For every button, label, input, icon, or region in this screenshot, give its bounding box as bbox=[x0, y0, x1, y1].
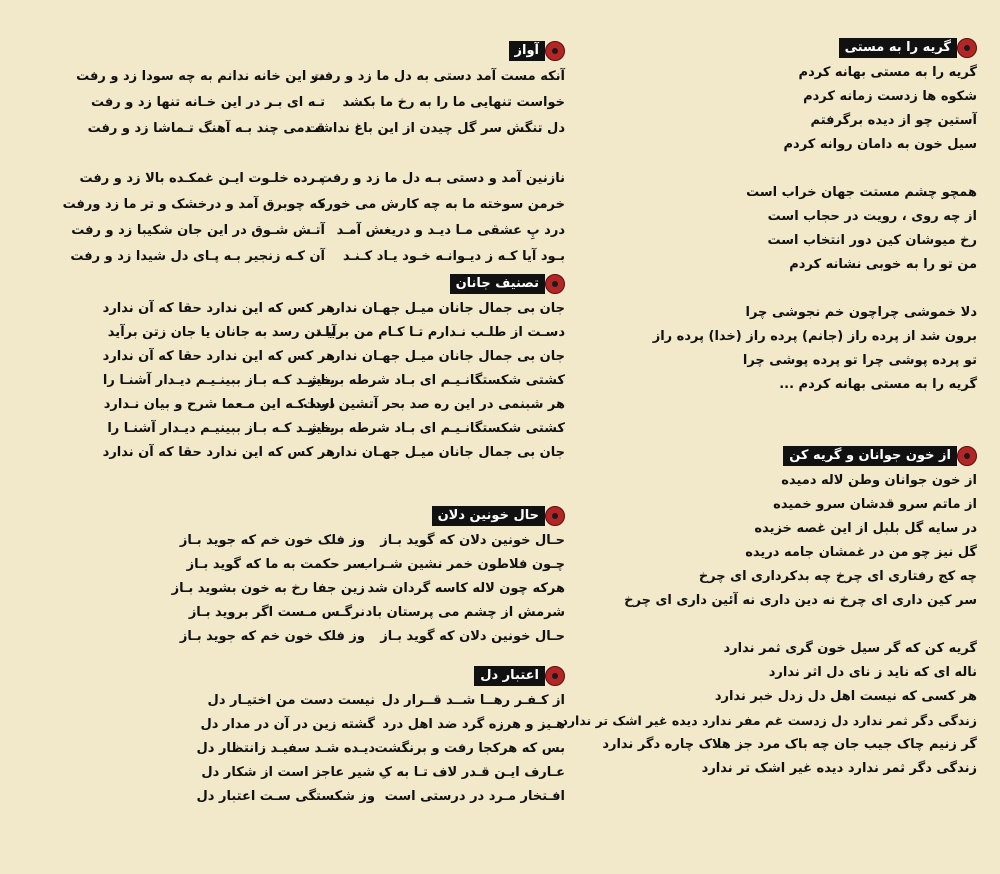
verse-line bbox=[172, 553, 565, 577]
verse-line: هر کسی که نیست اهل دل زدل خبر ندارد bbox=[714, 689, 977, 704]
hemistich-1: هرکه چون لاله کاسه گردان شد bbox=[367, 581, 565, 596]
rose-badge-icon bbox=[545, 41, 565, 61]
poem-title-text: تصنیف جانان bbox=[450, 274, 545, 294]
verse-line bbox=[172, 529, 565, 553]
verse-line: شکوه ها زدست زمانه کردم bbox=[803, 89, 977, 104]
hemistich-1: نازنین آمد و دستی بـه دل ما زد و رفت bbox=[319, 171, 565, 186]
verse-line: گریه کن که گر سیل خون گری ثمر ندارد bbox=[723, 641, 977, 656]
poem-title-text: گریه را به مستی bbox=[839, 38, 957, 58]
verse-line: از چه روی ، رویت در حجاب است bbox=[767, 209, 977, 224]
hemistich-1: از کـفـر رهــا شــد قــرار دل bbox=[381, 693, 565, 708]
hemistich-1: جان بی جمال جانان میـل جهـان ندارد bbox=[326, 349, 565, 364]
hemistich-1: خواست تنهایی ما را به رخ ما بکشد bbox=[342, 95, 565, 110]
hemistich-2: هر کس که این ندارد حقا که آن ندارد bbox=[102, 301, 335, 316]
hemistich-2: وز فلک خون خم که جوید بـاز bbox=[179, 629, 365, 644]
poem-title bbox=[653, 37, 977, 59]
verse-line bbox=[103, 345, 565, 369]
verse-line bbox=[172, 577, 565, 601]
verse-line: گر زنیم چاک جیب جان چه باک مرد جز هلاک چاره دگر ندارد bbox=[602, 737, 977, 752]
hemistich-2: تـه ای بـر در این خـانه تنها زد و رفت bbox=[90, 95, 325, 110]
verse-line: همچو چشم مستت جهان خراب است bbox=[746, 185, 977, 200]
hemistich-2: نیست دست من اختیـار دل bbox=[207, 693, 375, 708]
poem-etebar bbox=[196, 665, 565, 809]
hemistich-2: در این خانه ندانم به چه سودا زد و رفت bbox=[76, 69, 325, 84]
hemistich-2: یا تن رسد به جانان یا جان زتن برآید bbox=[107, 325, 335, 340]
poem-title bbox=[103, 273, 565, 295]
verse-line bbox=[196, 785, 565, 809]
verse-line bbox=[172, 601, 565, 625]
hemistich-1: کشتی شکستگانـیـم ای بـاد شرطه برخیز bbox=[308, 373, 565, 388]
verse-line: گریه را به مستی بهانه کردم ... bbox=[779, 377, 977, 392]
poem-tasnif bbox=[103, 273, 565, 465]
poem-title bbox=[561, 445, 977, 467]
hemistich-2: آن کـه زنجیر بـه پـای دل شیدا زد و رفت bbox=[70, 249, 325, 264]
verse-line bbox=[103, 441, 565, 465]
hemistich-2: شیر عاجز است از شکار دل bbox=[201, 765, 375, 780]
verse-line: من تو را به خوبی نشانه کردم bbox=[789, 257, 977, 272]
verse-line: دلا خموشی چراچون خم نجوشی چرا bbox=[745, 305, 977, 320]
poem-title-text: آواز bbox=[509, 41, 545, 61]
verse-line: در سایه گل بلبل از این غصه خزیده bbox=[754, 521, 977, 536]
hemistich-1: کشتی شکستگانـیـم ای بـاد شرطه برخیز bbox=[308, 421, 565, 436]
verse-line: چه کج رفتاری ای چرخ چه بدکرداری ای چرخ bbox=[698, 569, 977, 584]
verse-line bbox=[63, 166, 565, 192]
verse-line bbox=[103, 321, 565, 345]
verse-line bbox=[196, 689, 565, 713]
verse-line bbox=[196, 761, 565, 785]
hemistich-1: افـتخار مـرد در درستی است bbox=[384, 789, 565, 804]
verse-line bbox=[63, 90, 565, 116]
verse-line bbox=[103, 417, 565, 441]
hemistich-2: هر کس که این ندارد حقا که آن ندارد bbox=[102, 445, 335, 460]
hemistich-2: وز شکستگی سـت اعتبار دل bbox=[196, 789, 375, 804]
poem-title-text: حال خونین دلان bbox=[432, 506, 545, 526]
poem-avaz bbox=[63, 40, 565, 270]
verse-line: رخ میوشان کین دور انتخاب است bbox=[767, 233, 977, 248]
hemistich-1: بس که هرکجا رفت و برنگشت bbox=[374, 741, 565, 756]
rose-badge-icon bbox=[545, 274, 565, 294]
verse-line: گل نیز چو من در غمشان جامه دریده bbox=[745, 545, 977, 560]
verse-line: از خون جوانان وطن لاله دمیده bbox=[781, 473, 977, 488]
verse-line: آستین چو از دیده برگرفتم bbox=[810, 113, 977, 128]
hemistich-1: حـال خونین دلان که گوید بـاز bbox=[380, 533, 565, 548]
hemistich-2: گشته زین در آن در مدار دل bbox=[200, 717, 375, 732]
verse-line: زندگی دگر ثمر ندارد دیده غیر اشک تر ندارد bbox=[701, 761, 977, 776]
verse-line bbox=[103, 369, 565, 393]
verse-line bbox=[172, 625, 565, 649]
poem-khoon bbox=[561, 445, 977, 781]
hemistich-2: بـاشـد کـه بـاز ببینیـم دیـدار آشنـا را bbox=[107, 421, 335, 436]
hemistich-2: قـدمی چند بـه آهنگ تـماشا زد و رفت bbox=[87, 121, 325, 136]
hemistich-1: هـیز و هرزه گرد ضد اهل درد bbox=[382, 717, 565, 732]
poem-title bbox=[196, 665, 565, 687]
hemistich-1: شرمش از چشم می پرستان باد bbox=[365, 605, 565, 620]
hemistich-2: آتـش شـوق در این جان شکیبا زد و رفت bbox=[71, 223, 325, 238]
hemistich-2: نرگـس مـست اگر بروید بـاز bbox=[188, 605, 365, 620]
verse-line bbox=[196, 713, 565, 737]
verse-line: زندگی دگر ثمر ندارد دل زدست غم مفر ندارد دیده غیر اشک تر ندارد bbox=[561, 713, 977, 728]
rose-badge-icon bbox=[545, 506, 565, 526]
hemistich-1: آنکه مست آمد دستی به دل ما زد و رفت bbox=[310, 69, 565, 84]
verse-line bbox=[103, 393, 565, 417]
poem-title-text: اعتبار دل bbox=[474, 666, 545, 686]
hemistich-1: حـال خونین دلان که گوید بـاز bbox=[380, 629, 565, 644]
hemistich-2: هر کس که این ندارد حقا که آن ندارد bbox=[102, 349, 335, 364]
verse-line: تو پرده پوشی چرا تو پرده پوشی چرا bbox=[742, 353, 977, 368]
hemistich-1: دل تنگش سر گل چیدن از این باغ نداشت bbox=[306, 121, 565, 136]
verse-line bbox=[63, 218, 565, 244]
verse-line: سر کین داری ای چرخ نه دین داری نه آئین داری ای چرخ bbox=[624, 593, 977, 608]
hemistich-2: دردا کـه این مـعما شرح و بیان نـدارد bbox=[103, 397, 335, 412]
hemistich-2: پـرده خلـوت ایـن غمکـده بالا زد و رفت bbox=[79, 171, 325, 186]
hemistich-1: بـود آیا کـه ز دیـوانـه خـود یـاد کـنـد bbox=[342, 249, 565, 264]
verse-line bbox=[103, 297, 565, 321]
verse-line bbox=[63, 192, 565, 218]
hemistich-1: چـون فلاطون خمر نشین شـراب bbox=[359, 557, 565, 572]
rose-badge-icon bbox=[957, 38, 977, 58]
hemistich-1: هر شبنمی در این ره صد بحر آتشین است bbox=[303, 397, 565, 412]
verse-line: ناله ای که ناید ز نای دل اثر ندارد bbox=[768, 665, 977, 680]
hemistich-2: سر حکمت به ما که گوید بـاز bbox=[186, 557, 365, 572]
verse-line bbox=[63, 244, 565, 270]
hemistich-2: زین جفا رخ به خون بشوید بـاز bbox=[171, 581, 365, 596]
hemistich-2: دیـده شـد سفیـد زانتظار دل bbox=[196, 741, 375, 756]
verse-line bbox=[63, 116, 565, 142]
rose-badge-icon bbox=[957, 446, 977, 466]
verse-line: سیل خون به دامان روانه کردم bbox=[783, 137, 977, 152]
hemistich-2: که چوبرق آمد و درخشک و تر ما زد ورفت bbox=[62, 197, 325, 212]
poem-title bbox=[63, 40, 565, 62]
hemistich-1: عـارف ایـن قـدر لاف تـا به کِ bbox=[378, 765, 565, 780]
hemistich-1: دسـت از طلـب نـدارم تـا کـام من برآیـد bbox=[315, 325, 565, 340]
poem-gerye bbox=[653, 37, 977, 397]
verse-line bbox=[196, 737, 565, 761]
hemistich-1: درد پِ عشقی مـا دیـد و دریغش آمـد bbox=[336, 223, 565, 238]
poem-title-text: از خون جوانان و گریه کن bbox=[783, 446, 957, 466]
rose-badge-icon bbox=[545, 666, 565, 686]
poem-hal bbox=[172, 505, 565, 649]
poem-title bbox=[172, 505, 565, 527]
hemistich-2: بـاشـد کـه بـاز ببینـیـم دیـدار آشنـا را bbox=[102, 373, 335, 388]
verse-line: از ماتم سرو قدشان سرو خمیده bbox=[773, 497, 977, 512]
hemistich-1: خرمن سوخته ما به چه کارش می خورد bbox=[318, 197, 565, 212]
verse-line bbox=[63, 64, 565, 90]
hemistich-2: وز فلک خون خم که جوید بـاز bbox=[179, 533, 365, 548]
hemistich-1: جان بی جمال جانان میـل جهـان ندارد bbox=[326, 445, 565, 460]
verse-line: گریه را به مستی بهانه کردم bbox=[798, 65, 977, 80]
verse-line: برون شد از پرده راز (جانم) پرده راز (خدا) پرده راز bbox=[652, 329, 977, 344]
hemistich-1: جان بی جمال جانان میـل جهـان ندارد bbox=[326, 301, 565, 316]
